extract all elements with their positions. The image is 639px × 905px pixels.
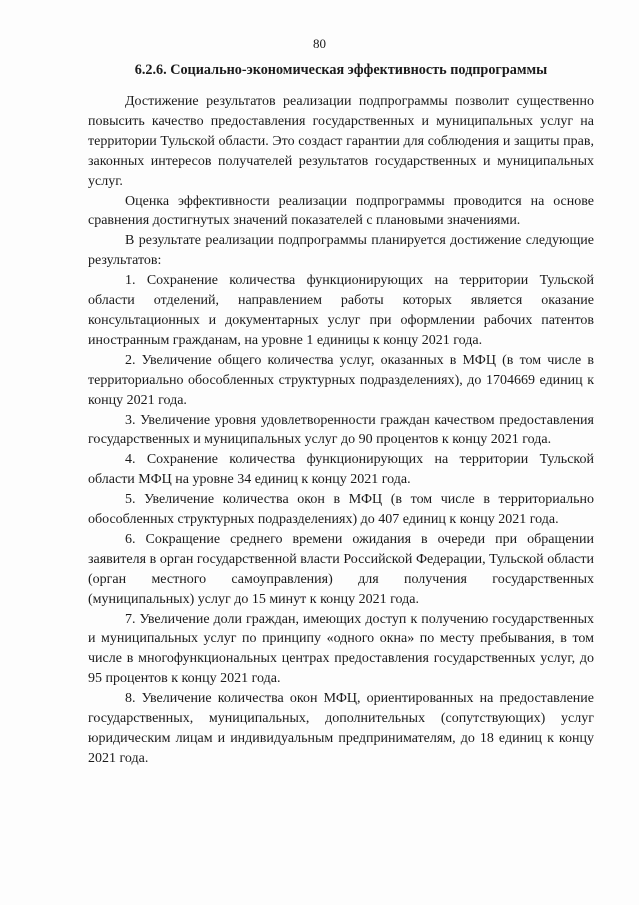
result-item-6: 6. Сокращение среднего времени ожидания в очереди при обращении заявителя в орган государственной власти Российской Федерации, Тульской области (орган местного самоуправления) для получения государственных (муниципальных) услуг до 15 минут к концу 2021 года. <box>88 531 594 607</box>
result-item-4: 4. Сохранение количества функционирующих на территории Тульской области МФЦ на уровне 34 единиц к концу 2021 года. <box>88 452 594 488</box>
result-item-1: 1. Сохранение количества функционирующих на территории Тульской области отделений, направлением работы которых является оказание консультационных и документарных услуг при оформлении рабочих патентов иностранным гражданам, на уровне 1 единицы к концу 2021 года. <box>88 273 594 348</box>
result-item-2: 2. Увеличение общего количества услуг, оказанных в МФЦ (в том числе в территориально обособленных структурных подразделениях), до 1704669 единиц к концу 2021 года. <box>88 352 594 408</box>
paragraph-results-lead: В результате реализации подпрограммы планируется достижение следующие результатов: <box>88 233 594 269</box>
paragraph-evaluation: Оценка эффективности реализации подпрограммы проводится на основе сравнения достигнутых значений показателей с плановыми значениями. <box>88 193 594 229</box>
section-heading: 6.2.6. Социально-экономическая эффективность подпрограммы <box>134 62 548 78</box>
paragraph-intro: Достижение результатов реализации подпрограммы позволит существенно повысить качество предоставления государственных и муниципальных услуг на территории Тульской области. Это создаст гарантии для соблюдения и защиты прав, законных интересов получателей результатов государственных и муниципальных услуг. <box>88 94 594 189</box>
result-item-8: 8. Увеличение количества окон МФЦ, ориентированных на предоставление государственных, муниципальных, дополнительных (сопутствующих) услуг юридическим лицам и индивидуальным предпринимателям, до 18 единиц к концу 2021 года. <box>88 691 594 766</box>
result-item-7: 7. Увеличение доли граждан, имеющих доступ к получению государственных и муниципальных услуг по принципу «одного окна» по месту пребывания, в том числе в многофункциональных центрах предоставления государственных услуг, до 95 процентов к концу 2021 года. <box>88 611 594 687</box>
result-item-5: 5. Увеличение количества окон в МФЦ (в том числе в территориально обособленных структурных подразделениях) до 407 единиц к концу 2021 года. <box>88 492 594 528</box>
page-number: 80 <box>313 36 326 51</box>
result-item-3: 3. Увеличение уровня удовлетворенности граждан качеством предоставления государственных и муниципальных услуг до 90 процентов к концу 2021 года. <box>88 412 594 448</box>
document-body <box>88 92 594 769</box>
